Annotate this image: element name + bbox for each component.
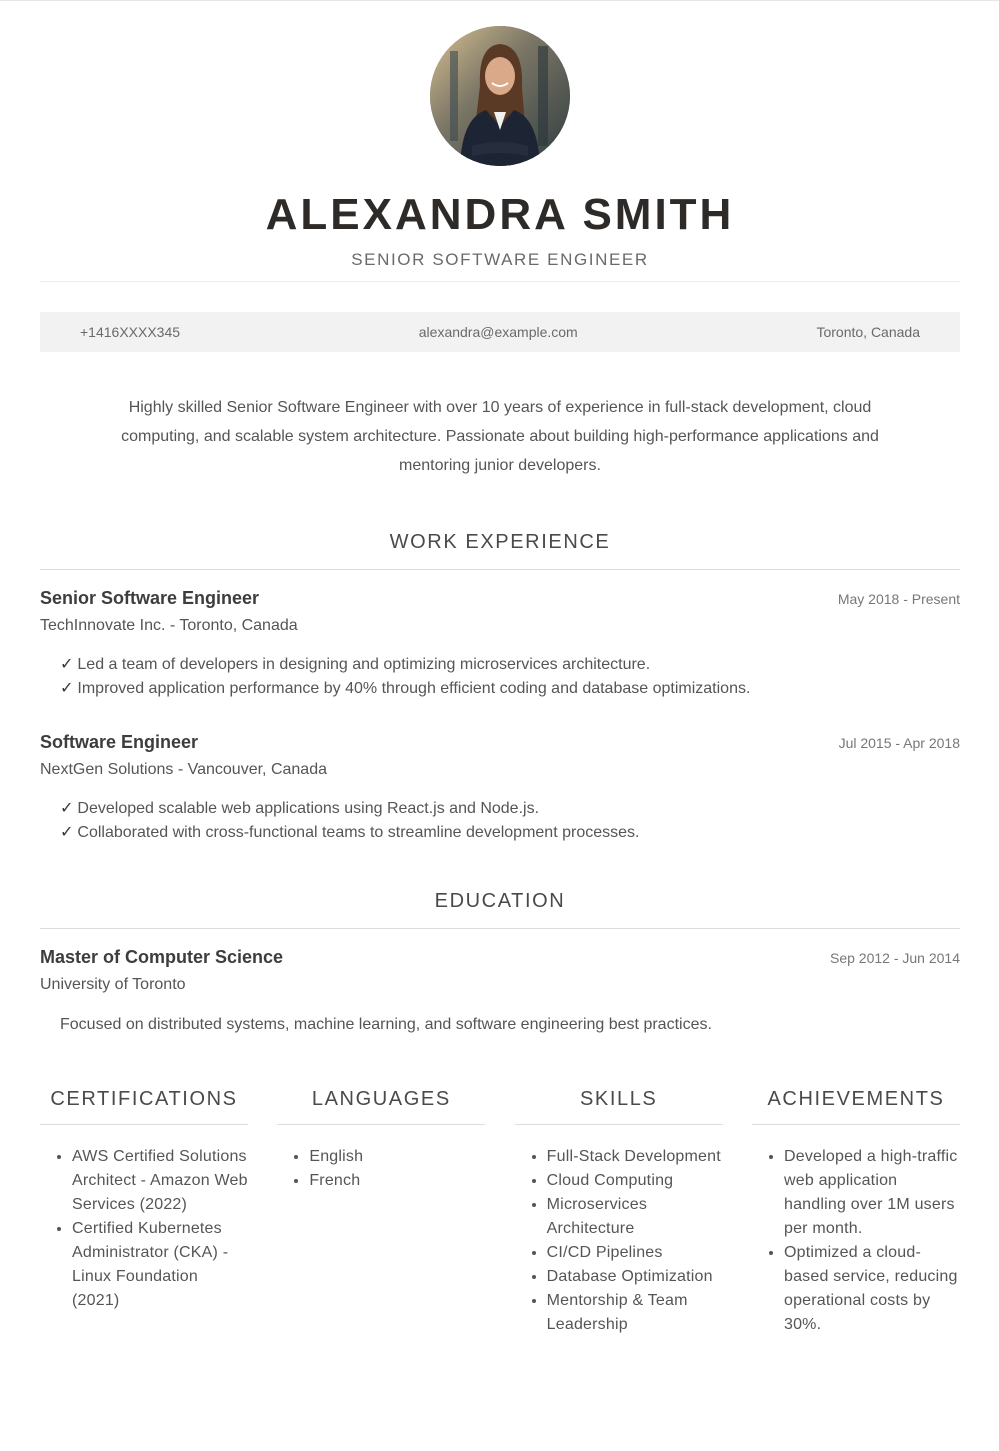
job-company: TechInnovate Inc. - Toronto, Canada — [40, 617, 298, 634]
job-entry — [40, 588, 960, 701]
header-divider — [40, 281, 960, 282]
job-dates: Jul 2015 - Apr 2018 — [838, 735, 960, 751]
achievement-item: • Optimized a cloud-based service, reducing operational costs by 30%. — [784, 1241, 960, 1337]
top-divider — [0, 0, 999, 1]
achievements-heading: ACHIEVEMENTS — [767, 1088, 945, 1110]
job-bullet-text: Improved application performance by 40% through efficient coding and database optimizations. — [77, 680, 751, 697]
job-bullet-text: Developed scalable web applications using React.js and Node.js. — [77, 800, 540, 817]
job-title: Senior Software Engineer — [40, 588, 260, 608]
skills-heading: SKILLS — [579, 1088, 658, 1110]
contact-email[interactable]: alexandra@example.com — [418, 324, 578, 340]
bottom-columns — [40, 1083, 960, 1337]
achievements-divider — [752, 1124, 960, 1125]
contact-location: Toronto, Canada — [816, 324, 920, 340]
skills-divider — [515, 1124, 723, 1125]
skill-item: • Full-Stack Development — [547, 1145, 723, 1169]
job-bullet — [60, 797, 960, 821]
candidate-name: ALEXANDRA SMITH — [265, 190, 735, 239]
certification-item: • Certified Kubernetes Administrator (CKA) - Linux Foundation (2021) — [72, 1217, 248, 1313]
achievement-item: • Developed a high-traffic web application handling over 1M users per month. — [784, 1145, 960, 1241]
professional-summary: Highly skilled Senior Software Engineer with over 10 years of experience in full-stack development, cloud computing, and scalable system architecture. Passionate about building high-performance applications and mentoring junior developers. — [121, 399, 879, 474]
certification-item: • AWS Certified Solutions Architect - Amazon Web Services (2022) — [72, 1145, 248, 1217]
checkmark-icon: ✓ — [60, 680, 74, 697]
contact-bar — [40, 312, 960, 352]
job-dates: May 2018 - Present — [837, 591, 960, 607]
checkmark-icon: ✓ — [60, 800, 74, 817]
skill-item: • Mentorship & Team Leadership — [547, 1289, 723, 1337]
certifications-divider — [40, 1124, 248, 1125]
work-experience-heading: WORK EXPERIENCE — [389, 531, 611, 553]
checkmark-icon: ✓ — [60, 824, 74, 841]
achievements-section — [752, 1083, 960, 1337]
languages-section — [277, 1083, 485, 1337]
candidate-title: SENIOR SOFTWARE ENGINEER — [351, 250, 649, 269]
certifications-list — [40, 1145, 248, 1313]
contact-phone[interactable]: +1416XXXX345 — [80, 324, 181, 340]
languages-heading: LANGUAGES — [311, 1088, 451, 1110]
job-bullet-text: Collaborated with cross-functional teams to streamline development processes. — [77, 824, 640, 841]
work-experience-divider — [40, 569, 960, 570]
job-bullet — [60, 677, 960, 701]
certifications-heading: CERTIFICATIONS — [50, 1088, 238, 1110]
languages-divider — [277, 1124, 485, 1125]
profile-photo-icon — [430, 26, 570, 166]
education-heading: EDUCATION — [434, 890, 566, 912]
avatar — [430, 26, 570, 166]
language-item: • French — [309, 1169, 485, 1193]
certifications-section — [40, 1083, 248, 1337]
skill-item: • Microservices Architecture — [547, 1193, 723, 1241]
job-bullet — [60, 653, 960, 677]
languages-list — [277, 1145, 485, 1193]
language-item: • English — [309, 1145, 485, 1169]
job-entry — [40, 732, 960, 845]
skill-item: • Database Optimization — [547, 1265, 723, 1289]
skills-section — [515, 1083, 723, 1337]
job-title: Software Engineer — [40, 732, 199, 752]
education-description: Focused on distributed systems, machine learning, and software engineering best practices. — [60, 1016, 712, 1033]
education-dates: Sep 2012 - Jun 2014 — [830, 950, 960, 966]
job-bullets — [40, 653, 960, 701]
achievements-list — [752, 1145, 960, 1337]
job-bullet — [60, 821, 960, 845]
skills-list — [515, 1145, 723, 1337]
education-divider — [40, 928, 960, 929]
skill-item: • CI/CD Pipelines — [547, 1241, 723, 1265]
skill-item: • Cloud Computing — [547, 1169, 723, 1193]
education-entry — [40, 947, 960, 1034]
school-name: University of Toronto — [40, 976, 186, 993]
job-bullets — [40, 797, 960, 845]
degree-title: Master of Computer Science — [40, 947, 284, 967]
checkmark-icon: ✓ — [60, 656, 74, 673]
job-company: NextGen Solutions - Vancouver, Canada — [40, 761, 327, 778]
job-bullet-text: Led a team of developers in designing and optimizing microservices architecture. — [77, 656, 651, 673]
